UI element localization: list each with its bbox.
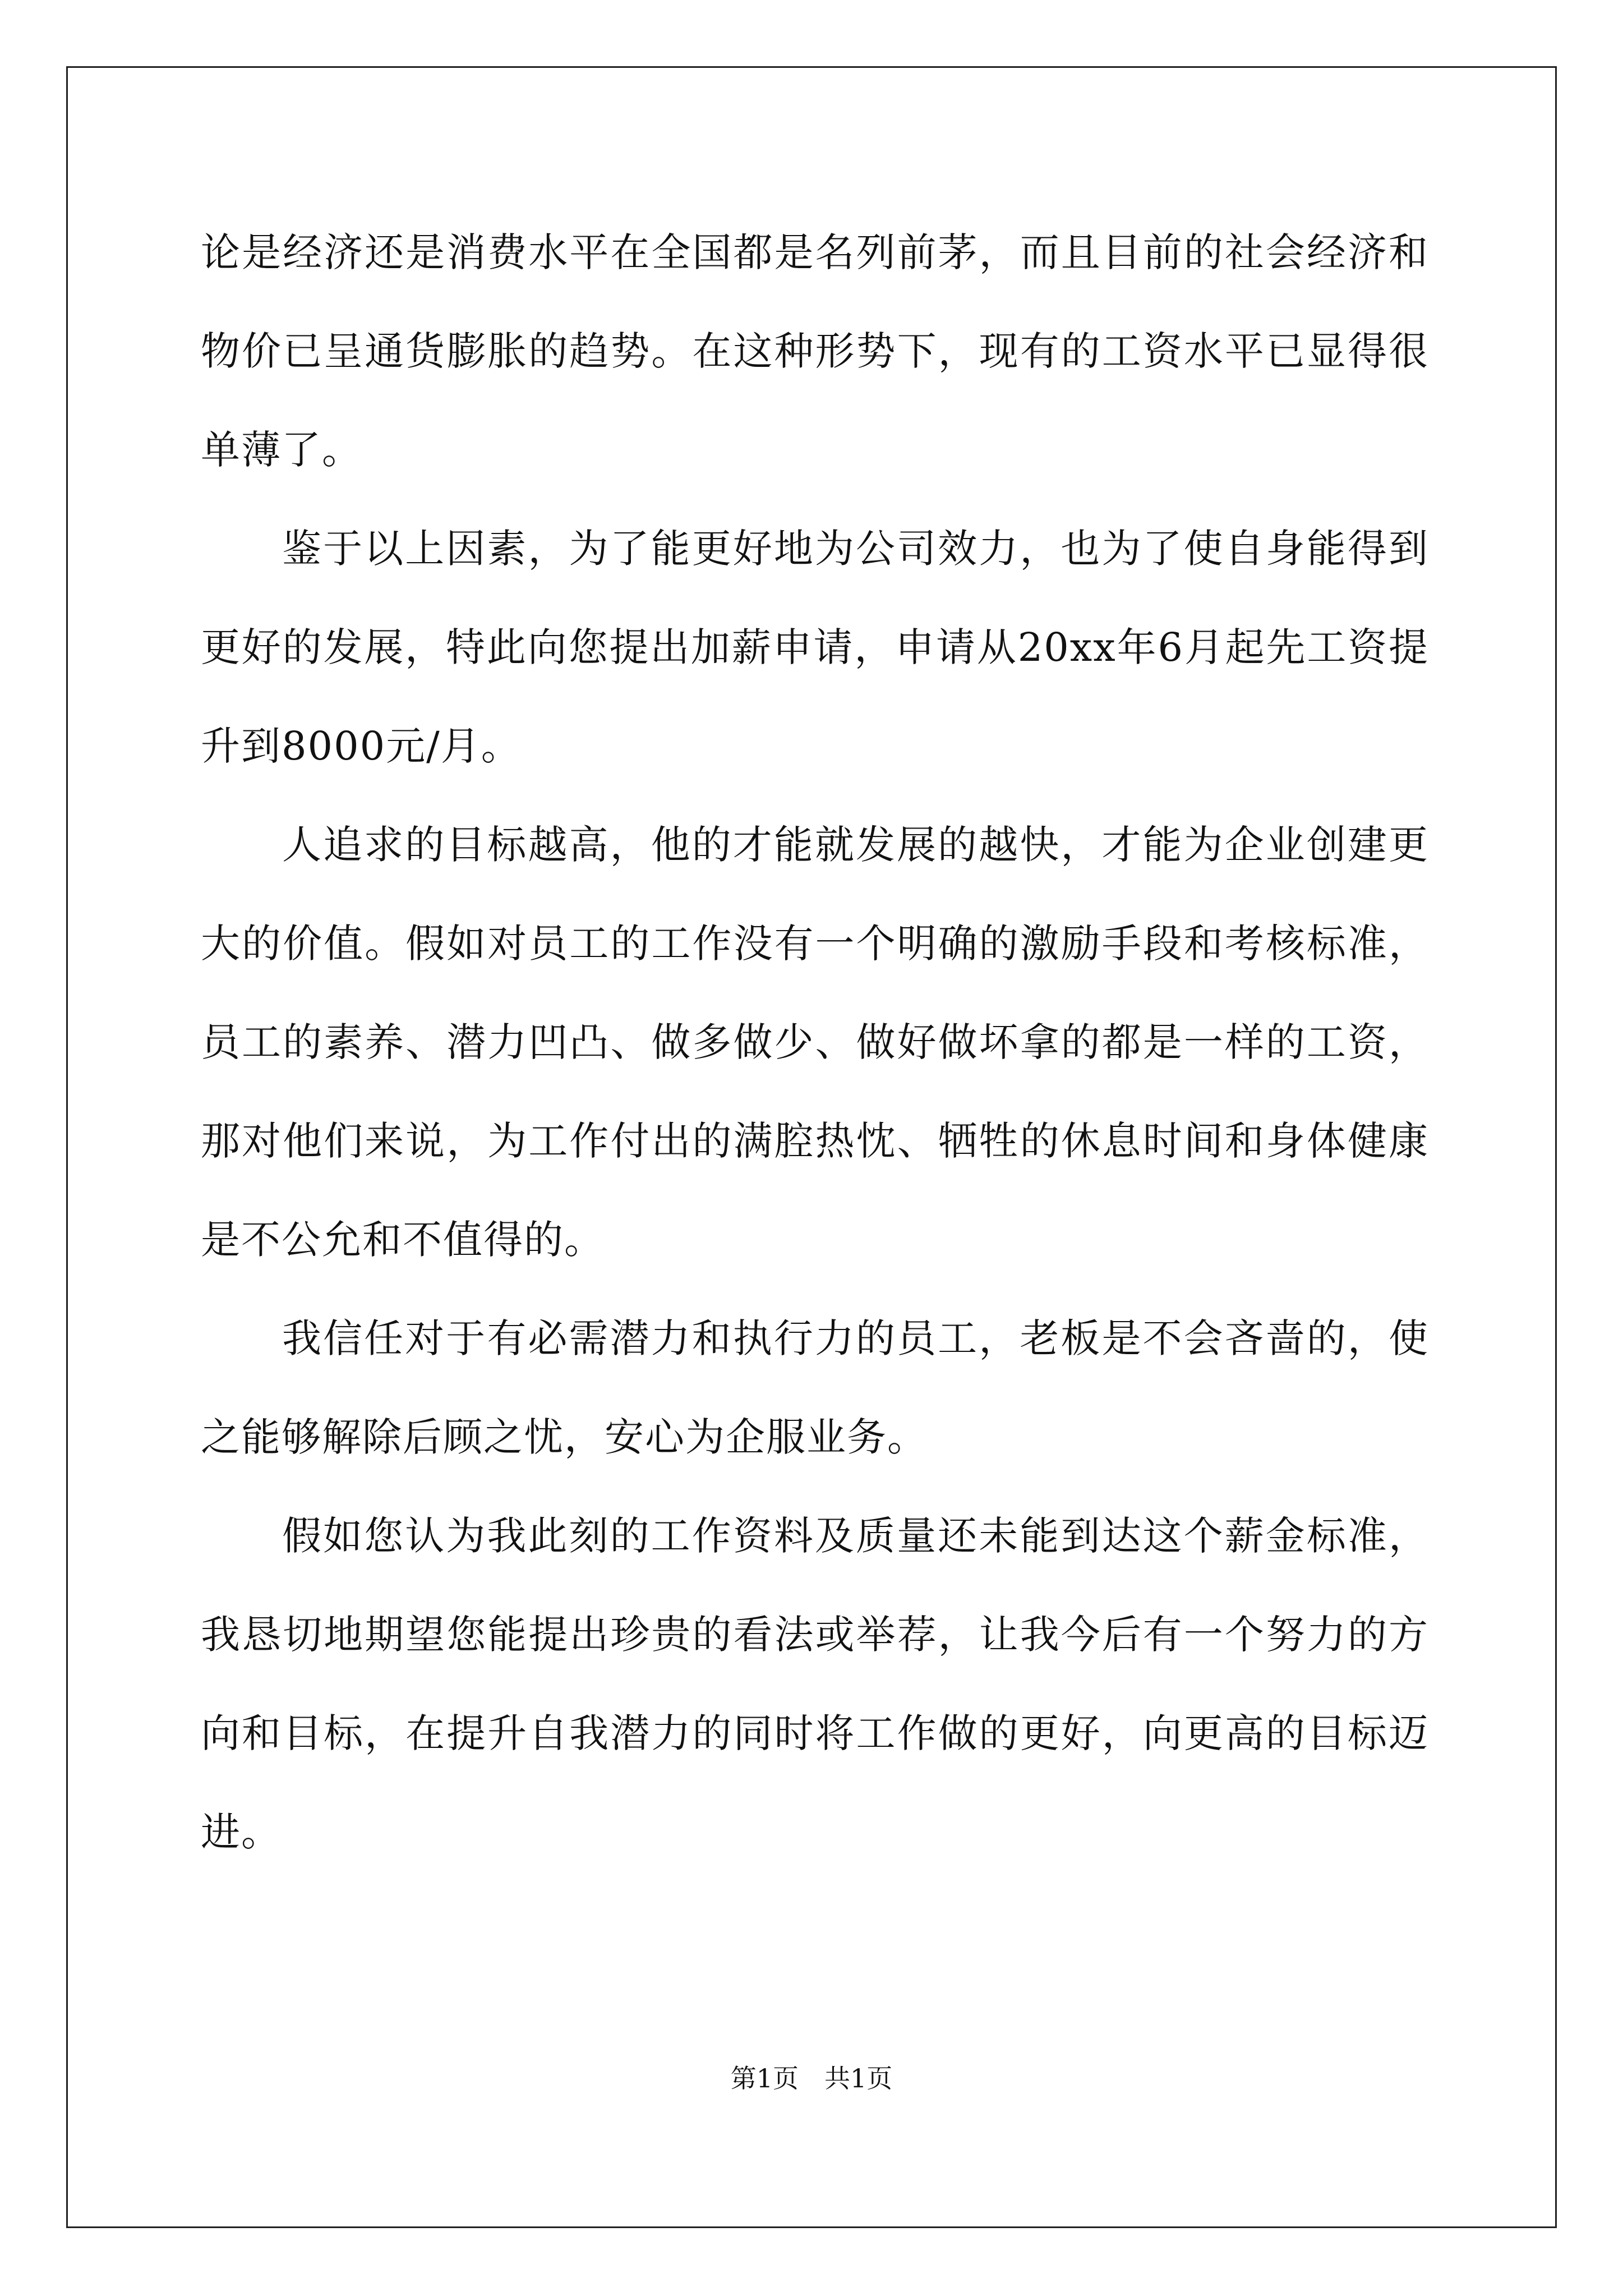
page-number-footer: 第1页 共1页 [730, 2063, 893, 2093]
paragraph-3: 人追求的目标越高，他的才能就发展的越快，才能为企业创建更大的价值。假如对员工的工作没有一个明确的激励手段和考核标准，员工的素养、潜力凹凸、做多做少、做好做坏拿的都是一样的工资，那对他们来说，为工作付出的满腔热忱、牺牲的休息时间和身体健康是不公允和不值得的。 [201, 822, 1429, 1263]
paragraph-4: 我信任对于有必需潜力和执行力的员工，老板是不会吝啬的，使之能够解除后顾之忧，安心为企服业务。 [201, 1315, 1429, 1460]
document-body [201, 203, 1429, 1881]
paragraph-1: 论是经济还是消费水平在全国都是名列前茅，而且目前的社会经济和物价已呈通货膨胀的趋势。在这种形势下，现有的工资水平已显得很单薄了。 [201, 229, 1429, 473]
paragraph-5: 假如您认为我此刻的工作资料及质量还未能到达这个薪金标准，我恳切地期望您能提出珍贵的看法或举荐，让我今后有一个努力的方向和目标，在提升自我潜力的同时将工作做的更好，向更高的目标迈进。 [201, 1513, 1429, 1855]
paragraph-2: 鉴于以上因素，为了能更好地为公司效力，也为了使自身能得到更好的发展，特此向您提出加薪申请，申请从20xx年6月起先工资提升到8000元/月。 [201, 526, 1429, 769]
